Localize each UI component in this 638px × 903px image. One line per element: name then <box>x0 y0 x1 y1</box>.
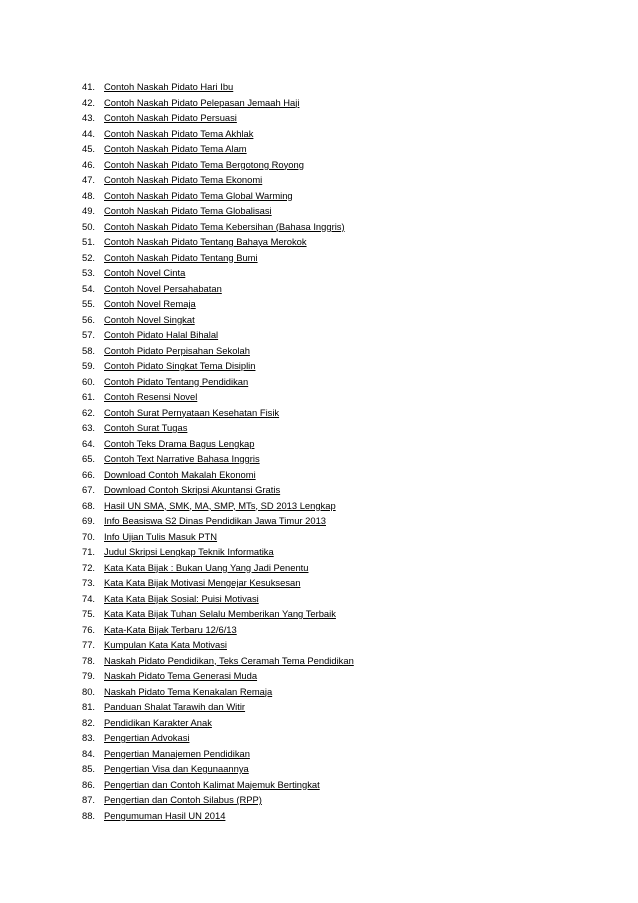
item-number: 82. <box>82 716 96 728</box>
item-link[interactable]: Contoh Naskah Pidato Persuasi <box>104 112 237 123</box>
item-link[interactable]: Contoh Naskah Pidato Tema Ekonomi <box>104 174 263 185</box>
item-link[interactable]: Info Beasiswa S2 Dinas Pendidikan Jawa Timur 2013 <box>104 515 326 526</box>
item-link[interactable]: Pengertian Visa dan Kegunaannya <box>104 763 249 774</box>
item-number: 50. <box>82 220 96 232</box>
list-item <box>82 637 354 653</box>
list-item <box>82 467 354 483</box>
list-item <box>82 498 354 514</box>
item-number: 59. <box>82 360 96 371</box>
item-number: 78. <box>82 654 96 666</box>
list-item <box>82 374 354 390</box>
item-link[interactable]: Contoh Pidato Tentang Pendidikan <box>104 375 249 387</box>
list-item <box>82 126 354 142</box>
list-item <box>82 808 354 824</box>
item-number: 79. <box>82 670 96 681</box>
item-number: 83. <box>82 732 96 743</box>
list-item <box>82 730 354 746</box>
item-link[interactable]: Pendidikan Karakter Anak <box>104 716 212 728</box>
item-link[interactable]: Contoh Text Narrative Bahasa Inggris <box>104 453 260 464</box>
item-link[interactable]: Contoh Naskah Pidato Tema Alam <box>104 143 247 154</box>
item-link[interactable]: Contoh Naskah Pidato Tentang Bahaya Merokok <box>104 236 307 247</box>
item-number: 64. <box>82 437 96 449</box>
list-item <box>82 544 354 560</box>
item-number: 73. <box>82 577 96 588</box>
item-number: 41. <box>82 81 96 92</box>
item-link[interactable]: Contoh Naskah Pidato Tema Kebersihan (Bahasa Inggris) <box>104 220 345 232</box>
list-item <box>82 188 354 204</box>
list-item <box>82 560 354 576</box>
item-number: 56. <box>82 313 96 325</box>
item-number: 75. <box>82 608 96 619</box>
list-item <box>82 281 354 297</box>
item-link[interactable]: Contoh Pidato Halal Bihalal <box>104 329 219 340</box>
item-link[interactable]: Contoh Resensi Novel <box>104 391 198 402</box>
list-item <box>82 715 354 731</box>
list-item <box>82 482 354 498</box>
item-number: 66. <box>82 468 96 480</box>
item-number: 45. <box>82 143 96 154</box>
item-link[interactable]: Pengumuman Hasil UN 2014 <box>104 809 226 821</box>
item-number: 60. <box>82 375 96 387</box>
list-item <box>82 234 354 250</box>
list-item <box>82 172 354 188</box>
item-link[interactable]: Info Ujian Tulis Masuk PTN <box>104 530 218 542</box>
item-link[interactable]: Naskah Pidato Tema Kenakalan Remaja <box>104 685 273 697</box>
item-number: 52. <box>82 251 96 263</box>
list-item <box>82 761 354 777</box>
item-number: 57. <box>82 329 96 340</box>
item-number: 86. <box>82 778 96 790</box>
item-number: 58. <box>82 344 96 356</box>
item-number: 80. <box>82 685 96 697</box>
item-number: 61. <box>82 391 96 402</box>
item-number: 69. <box>82 515 96 526</box>
list-item <box>82 110 354 126</box>
item-link[interactable]: Contoh Novel Remaja <box>104 298 196 309</box>
item-number: 63. <box>82 422 96 433</box>
list-item <box>82 699 354 715</box>
item-link[interactable]: Contoh Naskah Pidato Tema Globalisasi <box>104 205 272 216</box>
list-item <box>82 513 354 529</box>
numbered-link-list <box>82 79 354 823</box>
item-link[interactable]: Contoh Naskah Pidato Tema Global Warming <box>104 189 293 201</box>
item-number: 74. <box>82 592 96 604</box>
item-number: 81. <box>82 701 96 712</box>
item-link[interactable]: Contoh Naskah Pidato Pelepasan Jemaah Haji <box>104 96 300 108</box>
item-number: 42. <box>82 96 96 108</box>
list-item <box>82 668 354 684</box>
item-number: 76. <box>82 623 96 635</box>
item-number: 54. <box>82 282 96 294</box>
list-item <box>82 684 354 700</box>
list-item <box>82 405 354 421</box>
item-link[interactable]: Contoh Teks Drama Bagus Lengkap <box>104 437 255 449</box>
list-item <box>82 746 354 762</box>
list-item <box>82 95 354 111</box>
item-link[interactable]: Kata Kata Bijak : Bukan Uang Yang Jadi Penentu <box>104 561 309 573</box>
list-item <box>82 606 354 622</box>
item-number: 72. <box>82 561 96 573</box>
item-link[interactable]: Contoh Novel Singkat <box>104 313 195 325</box>
item-link[interactable]: Kumpulan Kata Kata Motivasi <box>104 639 227 650</box>
item-link[interactable]: Hasil UN SMA, SMK, MA, SMP, MTs, SD 2013 Lengkap <box>104 499 336 511</box>
item-link[interactable]: Contoh Naskah Pidato Hari Ibu <box>104 81 234 92</box>
item-number: 51. <box>82 236 96 247</box>
list-item <box>82 529 354 545</box>
item-number: 84. <box>82 747 96 759</box>
item-link[interactable]: Contoh Novel Cinta <box>104 267 186 278</box>
item-link[interactable]: Contoh Surat Pernyataan Kesehatan Fisik <box>104 406 280 418</box>
list-item <box>82 653 354 669</box>
item-link[interactable]: Contoh Naskah Pidato Tema Bergotong Royong <box>104 158 304 170</box>
item-number: 47. <box>82 174 96 185</box>
item-number: 49. <box>82 205 96 216</box>
item-number: 68. <box>82 499 96 511</box>
item-link[interactable]: Kata-Kata Bijak Terbaru 12/6/13 <box>104 623 237 635</box>
item-link[interactable]: Contoh Naskah Pidato Tema Akhlak <box>104 127 254 139</box>
item-link[interactable]: Contoh Pidato Perpisahan Sekolah <box>104 344 250 356</box>
item-link[interactable]: Kata Kata Bijak Tuhan Selalu Memberikan Yang Terbaik <box>104 608 336 619</box>
item-link[interactable]: Naskah Pidato Tema Generasi Muda <box>104 670 258 681</box>
list-item <box>82 575 354 591</box>
list-item <box>82 265 354 281</box>
item-link[interactable]: Contoh Novel Persahabatan <box>104 282 222 294</box>
list-item <box>82 777 354 793</box>
list-item <box>82 420 354 436</box>
item-link[interactable]: Download Contoh Skripsi Akuntansi Gratis <box>104 484 281 495</box>
item-link[interactable]: Panduan Shalat Tarawih dan Witir <box>104 701 246 712</box>
item-number: 67. <box>82 484 96 495</box>
item-link[interactable]: Pengertian Advokasi <box>104 732 190 743</box>
list-item <box>82 250 354 266</box>
list-item <box>82 389 354 405</box>
item-number: 46. <box>82 158 96 170</box>
item-number: 62. <box>82 406 96 418</box>
item-link[interactable]: Contoh Surat Tugas <box>104 422 188 433</box>
list-item <box>82 792 354 808</box>
item-number: 85. <box>82 763 96 774</box>
list-item <box>82 203 354 219</box>
list-item <box>82 436 354 452</box>
item-link[interactable]: Download Contoh Makalah Ekonomi <box>104 468 256 480</box>
item-link[interactable]: Pengertian Manajemen Pendidikan <box>104 747 250 759</box>
item-number: 71. <box>82 546 96 557</box>
list-item <box>82 622 354 638</box>
list-item <box>82 327 354 343</box>
item-link[interactable]: Pengertian dan Contoh Silabus (RPP) <box>104 794 262 805</box>
item-number: 53. <box>82 267 96 278</box>
list-item <box>82 79 354 95</box>
list-item <box>82 591 354 607</box>
item-link[interactable]: Contoh Pidato Singkat Tema Disiplin <box>104 360 256 371</box>
list-item <box>82 141 354 157</box>
item-link[interactable]: Kata Kata Bijak Sosial: Puisi Motivasi <box>104 592 259 604</box>
list-item <box>82 219 354 235</box>
item-link[interactable]: Naskah Pidato Pendidikan, Teks Ceramah Tema Pendidikan <box>104 654 354 666</box>
list-item <box>82 358 354 374</box>
item-number: 65. <box>82 453 96 464</box>
item-number: 43. <box>82 112 96 123</box>
item-link[interactable]: Pengertian dan Contoh Kalimat Majemuk Bertingkat <box>104 778 320 790</box>
item-number: 48. <box>82 189 96 201</box>
list-item <box>82 312 354 328</box>
list-item <box>82 451 354 467</box>
item-number: 88. <box>82 809 96 821</box>
list-item <box>82 157 354 173</box>
item-link[interactable]: Judul Skripsi Lengkap Teknik Informatika <box>104 546 274 557</box>
item-number: 70. <box>82 530 96 542</box>
list-item <box>82 296 354 312</box>
item-number: 77. <box>82 639 96 650</box>
list-item <box>82 343 354 359</box>
item-link[interactable]: Contoh Naskah Pidato Tentang Bumi <box>104 251 258 263</box>
item-number: 87. <box>82 794 96 805</box>
item-number: 55. <box>82 298 96 309</box>
item-link[interactable]: Kata Kata Bijak Motivasi Mengejar Kesuksesan <box>104 577 301 588</box>
item-number: 44. <box>82 127 96 139</box>
